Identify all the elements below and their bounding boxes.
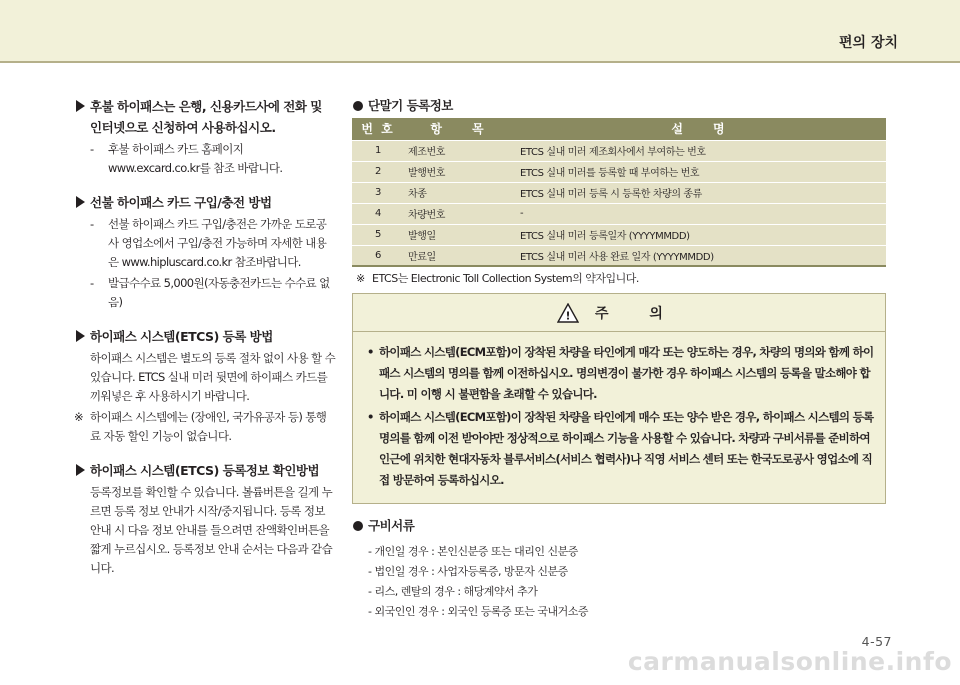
doc-item: - 리스, 렌탈의 경우 : 해당계약서 추가 — [368, 585, 538, 598]
header-rule — [0, 61, 960, 63]
cell-description: ETCS 실내 미러를 등록할 때 부여하는 번호 — [512, 161, 886, 182]
cell-description: ETCS 실내 미러 등록일자 (YYYYMMDD) — [512, 224, 886, 245]
header-cell-description: 설 명 — [512, 118, 886, 140]
body-paragraph: 등록정보를 확인할 수 있습니다. 볼륨버튼을 길게 누르면 등록 정보 안내가 시작/중지됩니다. 등록 정보 안내 시 다음 정보 안내를 들으려면 잔액확인버튼을 짧게 누르십시오. 등록정보 안내 순서는 다음과 같습니다. — [90, 485, 333, 575]
caution-body — [353, 332, 885, 503]
table-row — [352, 245, 886, 266]
cell-item: 차량번호 — [404, 203, 512, 224]
section-check-info — [74, 460, 336, 578]
section-prepaid — [74, 192, 336, 312]
watermark: carmanualsonline.info — [627, 647, 952, 676]
doc-item: - 법인일 경우 : 사업자등록증, 방문자 신분증 — [368, 565, 568, 578]
left-column — [74, 96, 336, 588]
cell-item: 차종 — [404, 182, 512, 203]
doc-item: - 외국인인 경우 : 외국인 등록증 또는 국내거소증 — [368, 605, 589, 618]
cell-item: 발행번호 — [404, 161, 512, 182]
cell-description: ETCS 실내 미러 등록 시 등록한 차량의 종류 — [512, 182, 886, 203]
cell-item: 만료일 — [404, 245, 512, 266]
header-cell-item: 항 목 — [404, 118, 512, 140]
cell-description: ETCS 실내 미러 제조회사에서 부여하는 번호 — [512, 140, 886, 161]
section-title: 하이패스 시스템(ETCS) 등록정보 확인방법 — [74, 460, 336, 481]
caution-title: 주 의 — [595, 305, 681, 322]
caution-item: • 하이패스 시스템(ECM포함)이 장착된 차량을 타인에게 매수 또는 양수 받은 경우, 하이패스 시스템의 등록명의를 함께 이전 받아야만 정상적으로 하이패스 기능을 사용할 수 있습니다. 차량과 구비서류를 준비하여 인근에 위치한 현대자동차 블루서비스(서비스 협력사)나 직영 서비스 센터 또는 한국도로공사 영업소에 직접 방문하여 등록하십시오. — [365, 407, 875, 491]
required-documents — [352, 516, 886, 622]
right-column — [352, 96, 886, 622]
note-mark: ※ — [74, 410, 84, 424]
section-registration — [74, 326, 336, 446]
warning-mark: ! — [565, 309, 571, 322]
cell-number: 5 — [352, 224, 404, 245]
caution-box — [352, 293, 886, 504]
body-paragraph: 하이패스 시스템은 별도의 등록 절차 없이 사용 할 수 있습니다. ETCS 실내 미러 뒷면에 하이패스 카드를 끼워넣은 후 사용하시기 바랍니다. — [90, 351, 336, 403]
doc-item: - 개인일 경우 : 본인신분증 또는 대리인 신분증 — [368, 545, 578, 558]
cell-number: 6 — [352, 245, 404, 266]
cell-description: - — [512, 203, 886, 224]
docs-list — [352, 542, 886, 622]
cell-number: 4 — [352, 203, 404, 224]
cell-item: 발행일 — [404, 224, 512, 245]
footnote-text: ETCS는 Electronic Toll Collection System의 약자입니다. — [372, 272, 639, 285]
chapter-title: 편의 장치 — [839, 35, 898, 51]
table-row — [352, 140, 886, 161]
cell-number: 3 — [352, 182, 404, 203]
caution-header — [353, 294, 885, 332]
note — [74, 408, 336, 446]
page-number: 4-57 — [861, 634, 892, 649]
section-title: 선불 하이패스 카드 구입/충전 방법 — [74, 192, 336, 213]
cell-number: 1 — [352, 140, 404, 161]
dash-item: - 선불 하이패스 카드 구입/충전은 가까운 도로공사 영업소에서 구입/충전 가능하며 자세한 내용은 www.hipluscard.co.kr 참조바랍니다. — [74, 215, 336, 272]
table-title: 단말기 등록정보 — [352, 96, 886, 116]
table-header-row — [352, 118, 886, 140]
section-postpaid — [74, 96, 336, 178]
section-title: 하이패스 시스템(ETCS) 등록 방법 — [74, 326, 336, 347]
caution-item: • 하이패스 시스템(ECM포함)이 장착된 차량을 타인에게 매각 또는 양도하는 경우, 차량의 명의와 함께 하이패스 시스템의 명의를 함께 이전하십시오. 명의변경이 불가한 경우 하이패스 시스템의 등록을 말소해야 합니다. 미 이행 시 불편함을 초래할 수 있습니다. — [365, 342, 875, 405]
table-row — [352, 161, 886, 182]
table-row — [352, 224, 886, 245]
cell-number: 2 — [352, 161, 404, 182]
warning-triangle-icon — [557, 303, 579, 323]
table-row — [352, 182, 886, 203]
dash-item: - 후불 하이패스 카드 홈페이지 www.excard.co.kr를 참조 바랍니다. — [74, 140, 336, 178]
table-footnote — [352, 269, 886, 289]
note-text: 하이패스 시스템에는 (장애인, 국가유공자 등) 통행료 자동 할인 기능이 없습니다. — [90, 410, 327, 443]
cell-item: 제조번호 — [404, 140, 512, 161]
docs-title: 구비서류 — [352, 516, 886, 536]
header-band — [0, 0, 960, 62]
header-cell-number: 번 호 — [352, 118, 404, 140]
cell-description: ETCS 실내 미러 사용 완료 일자 (YYYYMMDD) — [512, 245, 886, 266]
section-title: 후불 하이패스는 은행, 신용카드사에 전화 및 인터넷으로 신청하여 사용하십시오. — [74, 96, 336, 138]
dash-item: - 발급수수료 5,000원(자동충전카드는 수수료 없음) — [74, 274, 336, 312]
footnote-mark: ※ — [356, 272, 365, 285]
registration-table — [352, 118, 886, 267]
table-row — [352, 203, 886, 224]
